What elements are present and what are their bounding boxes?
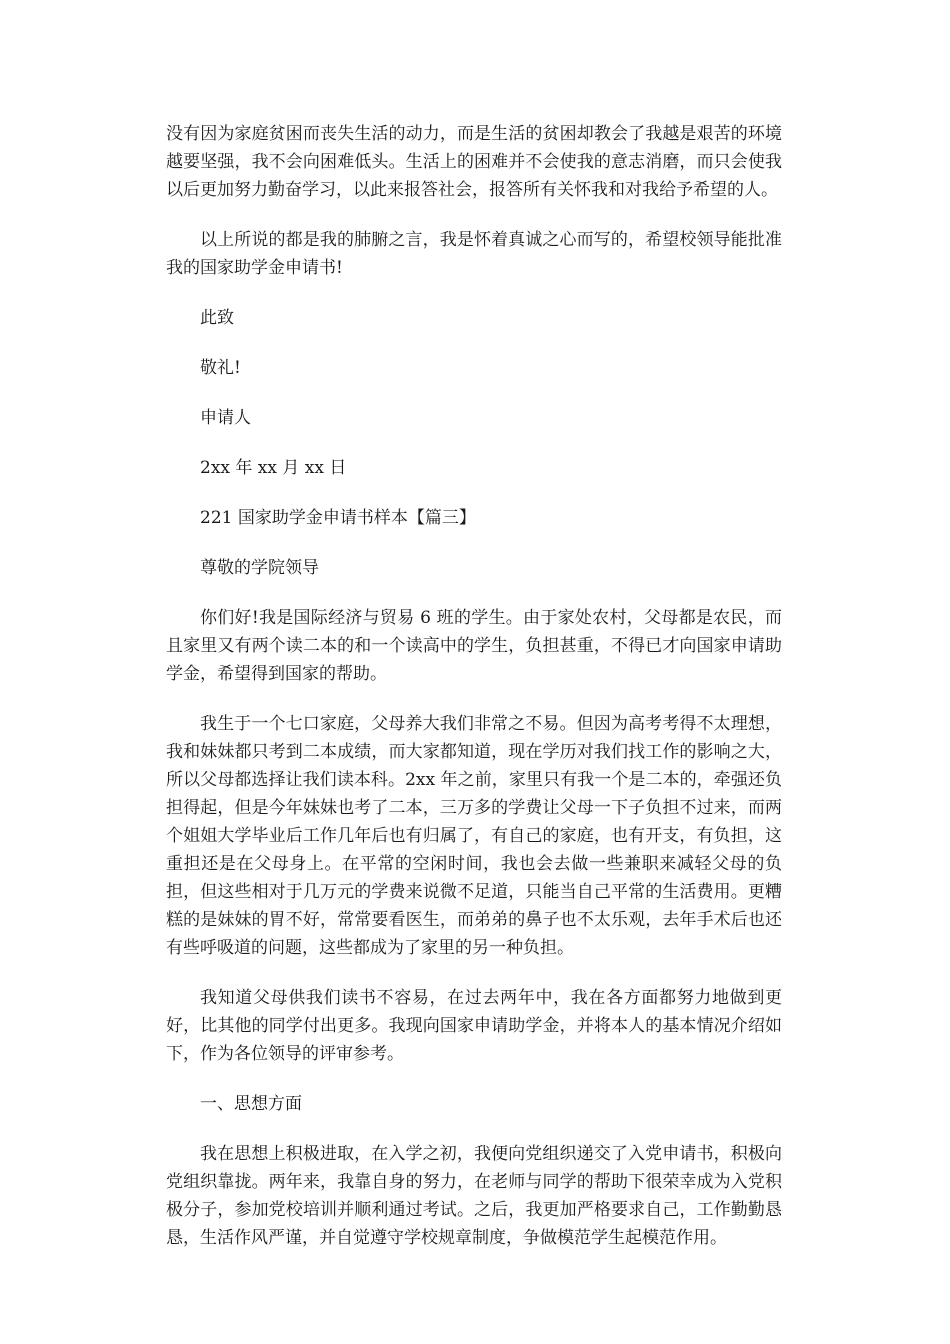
paragraph-family-situation: 我生于一个七口家庭，父母养大我们非常之不易。但因为高考考得不太理想，我和妹妹都只考到二本成绩，而大家都知道，现在学历对我们找工作的影响之大，所以父母都选择让我们读本科。2xx 年之前，家里只有我一个是二本的，牵强还负担得起，但是今年妹妹也考了二本，三万多的学费让父母一下子负担不过来，而两个姐姐大学毕业后工作几年后也有归属了，有自己的家庭，也有开支，有负担，这重担还是在父母身上。在平常的空闲时间，我也会去做一些兼职来减轻父母的负担，但这些相对于几万元的学费来说微不足道，只能当自己平常的生活费用。更糟糕的是妹妹的胃不好，常常要看医生，而弟弟的鼻子也不太乐观，去年手术后也还有些呼吸道的问题，这些都成为了家里的另一种负担。 — [166, 714, 782, 958]
date-line: 2xx 年 xx 月 xx 日 — [200, 458, 347, 478]
salutation-cizhi: 此致 — [200, 308, 234, 328]
paragraph-application-purpose: 我知道父母供我们读书不容易，在过去两年中，我在各方面都努力地做到更好，比其他的同学付出更多。我现向国家申请助学金，并将本人的基本情况介绍如下，作为各位领导的评审参考。 — [166, 988, 782, 1064]
paragraph-sincere-request: 以上所说的都是我的肺腑之言，我是怀着真诚之心而写的，希望校领导能批准我的国家助学金申请书! — [166, 230, 782, 278]
applicant-label: 申请人 — [200, 408, 251, 428]
salutation-jingli: 敬礼! — [200, 358, 241, 378]
heading-ideology: 一、思想方面 — [200, 1094, 302, 1114]
paragraph-introduction: 你们好!我是国际经济与贸易 6 班的学生。由于家处农村，父母都是农民，而且家里又有两个读二本的和一个读高中的学生，负担甚重，不得已才向国家申请助学金，希望得到国家的帮助。 — [166, 608, 782, 684]
document-page — [166, 120, 782, 1274]
letter-greeting: 尊敬的学院领导 — [200, 558, 319, 578]
paragraph-ideology: 我在思想上积极进取，在入学之初，我便向党组织递交了入党申请书，积极向党组织靠拢。两年来，我靠自身的努力，在老师与同学的帮助下很荣幸成为入党积极分子，参加党校培训并顺利通过考试。之后，我更加严格要求自己，工作勤勤恳恳，生活作风严谨，并自觉遵守学校规章制度，争做模范学生起模范作用。 — [166, 1144, 782, 1248]
section-title: 221 国家助学金申请书样本【篇三】 — [200, 508, 476, 528]
paragraph-closing-reflection: 没有因为家庭贫困而丧失生活的动力，而是生活的贫困却教会了我越是艰苦的环境越要坚强，我不会向困难低头。生活上的困难并不会使我的意志消磨，而只会使我以后更加努力勤奋学习，以此来报答社会，报答所有关怀我和对我给予希望的人。 — [166, 124, 782, 200]
